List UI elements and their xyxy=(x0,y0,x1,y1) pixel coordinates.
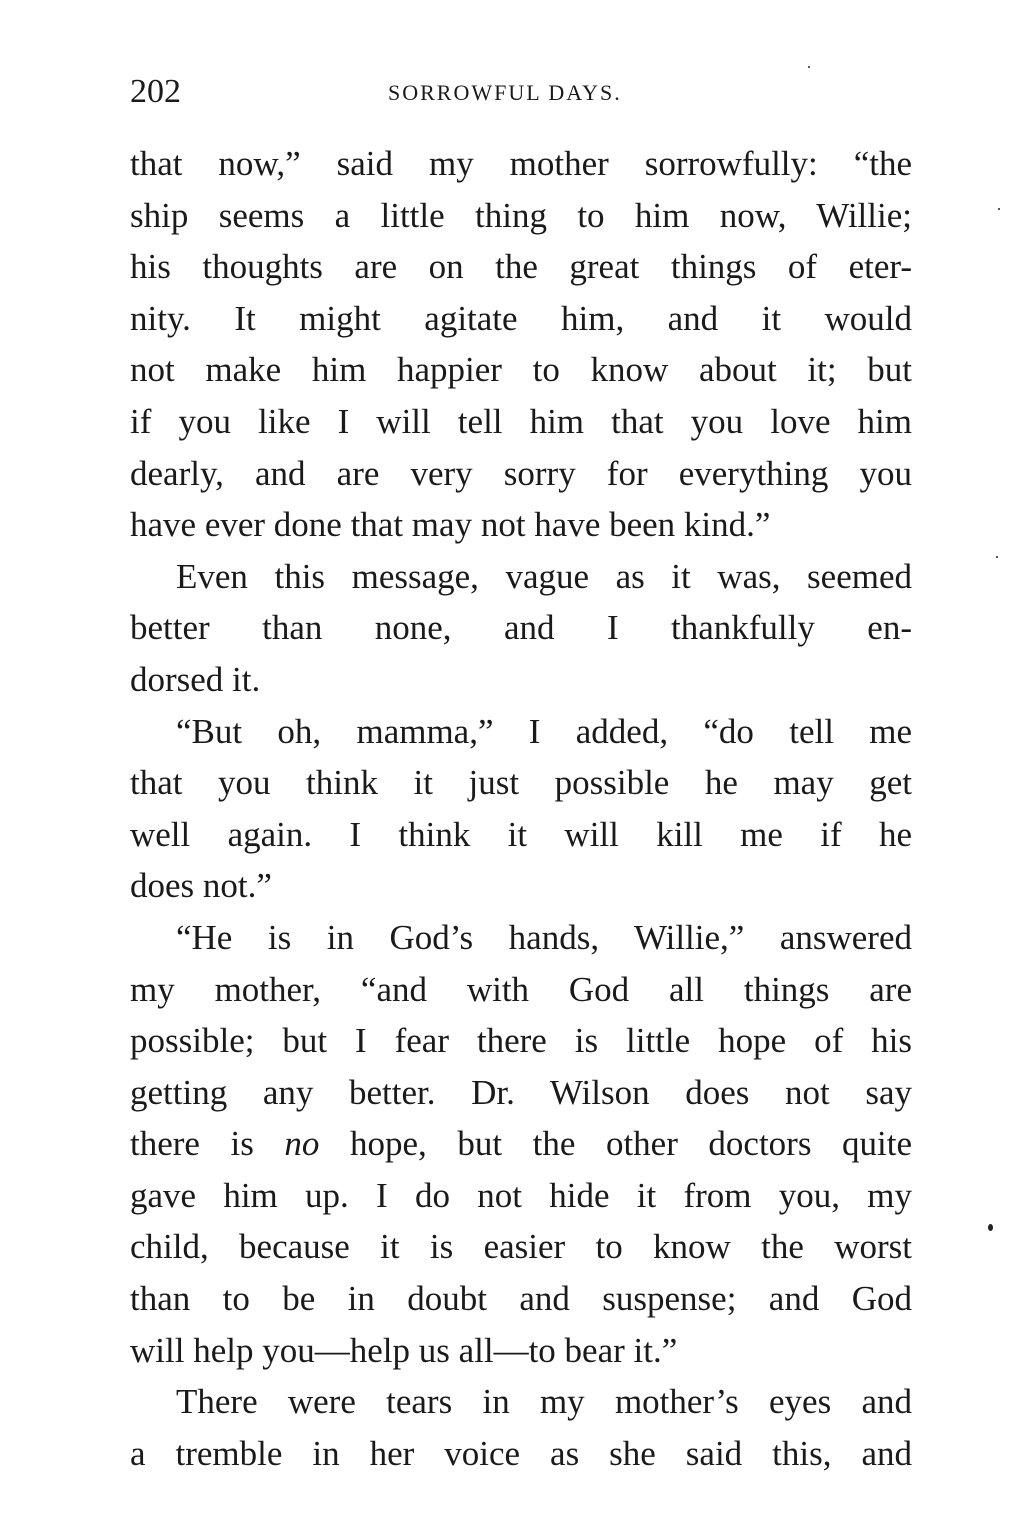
scan-speck xyxy=(988,1224,993,1231)
text-line: better than none, and I thankfully en- xyxy=(130,608,912,648)
text-line: “He is in God’s hands, Willie,” answered xyxy=(176,917,912,957)
text-fragment: hope, but the other doctors quite xyxy=(319,1124,912,1164)
page-number: 202 xyxy=(130,73,181,110)
text-line: Even this message, vague as it was, seemed xyxy=(176,556,912,596)
text-line: getting any better. Dr. Wilson does not say xyxy=(130,1072,912,1112)
text-line: nity. It might agitate him, and it would xyxy=(130,298,912,338)
text-fragment: there is xyxy=(130,1124,285,1164)
text-line: does not.” xyxy=(130,866,272,906)
text-line: a tremble in her voice as she said this, and xyxy=(130,1433,912,1473)
scan-speck xyxy=(808,66,810,68)
emphasis-no: no xyxy=(284,1124,320,1164)
text-line: my mother, “and with God all things are xyxy=(130,969,912,1009)
text-line: that you think it just possible he may get xyxy=(130,763,912,803)
text-line: his thoughts are on the great things of eter- xyxy=(130,247,912,287)
running-head: SORROWFUL DAYS. xyxy=(388,80,622,105)
text-line: if you like I will tell him that you love him xyxy=(130,401,912,441)
text-line: not make him happier to know about it; but xyxy=(130,350,912,390)
body-text xyxy=(130,138,912,1479)
text-line: that now,” said my mother sorrowfully: “the xyxy=(130,144,912,183)
scan-speck xyxy=(998,208,1000,210)
text-line: than to be in doubt and suspense; and God xyxy=(130,1279,912,1319)
text-line-with-emphasis xyxy=(130,1118,912,1170)
scan-speck xyxy=(996,556,998,558)
text-line: possible; but I fear there is little hope of his xyxy=(130,1021,912,1061)
text-line: gave him up. I do not hide it from you, my xyxy=(130,1175,912,1215)
text-line: dorsed it. xyxy=(130,659,261,699)
text-line: will help you—help us all—to bear it.” xyxy=(130,1330,678,1370)
text-line: well again. I think it will kill me if he xyxy=(130,814,912,854)
text-line: child, because it is easier to know the worst xyxy=(130,1227,912,1267)
page-header xyxy=(130,72,912,112)
text-line: “But oh, mamma,” I added, “do tell me xyxy=(176,711,912,751)
text-line: There were tears in my mother’s eyes and xyxy=(176,1382,912,1422)
text-line: have ever done that may not have been kind.” xyxy=(130,505,771,545)
text-line: dearly, and are very sorry for everything you xyxy=(130,453,912,493)
text-line: ship seems a little thing to him now, Willie; xyxy=(130,195,912,235)
